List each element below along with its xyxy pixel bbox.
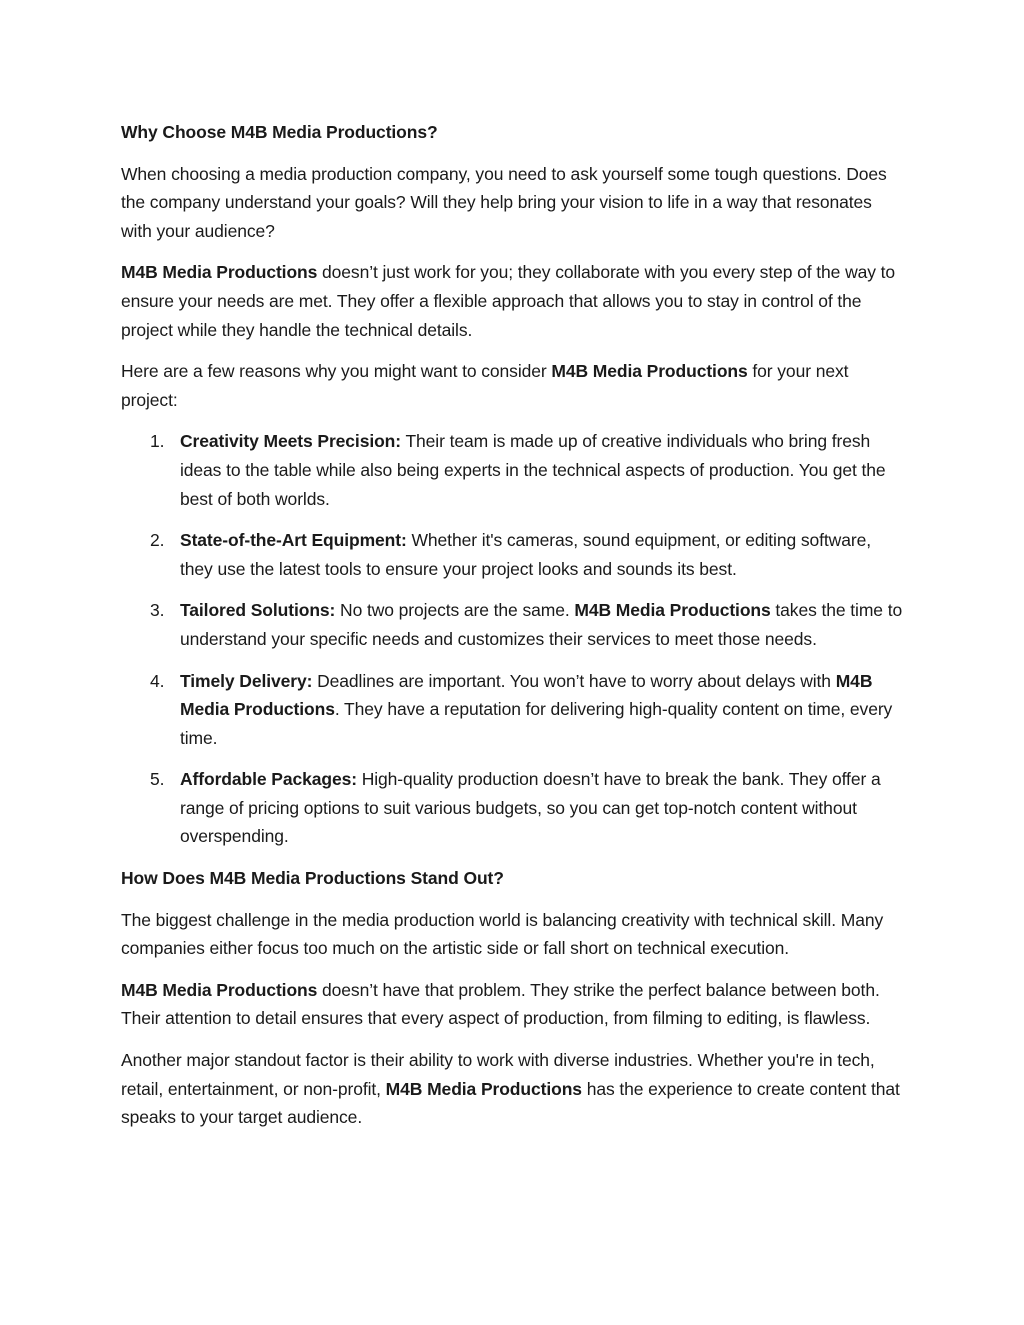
list-number: 5. [150, 769, 165, 790]
list-item [121, 596, 906, 653]
list-item-text: No two projects are the same. [335, 600, 575, 621]
list-item-title: Timely Delivery: [180, 670, 313, 691]
industries-paragraph: Another major standout factor is their ability to work with diverse industries. Whether you're in tech, retail, entertainment, or non-profit, M4B Media Productions has the experience to create content that speaks to your target audience. [121, 1050, 900, 1128]
list-number: 1. [150, 431, 165, 452]
brand-name: M4B Media Productions [385, 1078, 582, 1099]
brand-name: M4B Media Productions [121, 979, 318, 1000]
brand-name: M4B Media Productions [180, 670, 873, 720]
list-item [121, 765, 906, 851]
list-item-text: Their team is made up of creative individuals who bring fresh ideas to the table while also being experts in the technical aspects of production. You get the best of both worlds. [180, 431, 886, 509]
list-item-title: Tailored Solutions: [180, 600, 336, 621]
list-item-title: Affordable Packages: [180, 769, 357, 790]
brand-name: M4B Media Productions [551, 361, 748, 382]
challenge-paragraph: The biggest challenge in the media production world is balancing creativity with technical skill. Many companies either focus too much on the artistic side or fall short on technical execution. [121, 909, 884, 959]
list-item [121, 526, 906, 583]
reasons-list [121, 427, 906, 851]
list-item-title: Creativity Meets Precision: [180, 431, 401, 452]
list-item-text: takes the time to understand your specific needs and customizes their services to meet those needs. [180, 600, 903, 649]
list-item-title: State-of-the-Art Equipment: [180, 530, 407, 551]
list-item-text: . They have a reputation for delivering high-quality content on time, every time. [180, 699, 893, 748]
list-number: 2. [150, 530, 165, 551]
collaboration-paragraph: M4B Media Productions doesn’t just work for you; they collaborate with you every step of the way to ensure your needs are met. They offer a flexible approach that allows you to stay in control of the project while they handle the technical details. [121, 262, 896, 340]
brand-name: M4B Media Productions [574, 600, 771, 621]
list-item-text: Whether it's cameras, sound equipment, or editing software, they use the latest tools to ensure your project looks and sounds its best. [180, 530, 871, 579]
list-item-text: High-quality production doesn’t have to break the bank. They offer a range of pricing options to suit various budgets, so you can get top-notch content without overspending. [180, 769, 881, 847]
list-item [121, 667, 906, 753]
balance-paragraph: M4B Media Productions doesn’t have that problem. They strike the perfect balance between both. Their attention to detail ensures that every aspect of production, from filming to editing, is flawless. [121, 979, 880, 1029]
reasons-intro-paragraph: Here are a few reasons why you might want to consider M4B Media Productions for your next project: [121, 361, 849, 410]
section-heading-why-choose: Why Choose M4B Media Productions? [121, 122, 438, 142]
list-number: 3. [150, 600, 165, 621]
brand-name: M4B Media Productions [121, 262, 318, 283]
list-item-text: Deadlines are important. You won’t have to worry about delays with [312, 670, 836, 691]
section-heading-stand-out: How Does M4B Media Productions Stand Out? [121, 868, 504, 889]
list-item [121, 427, 906, 513]
list-number: 4. [150, 670, 165, 691]
document-page [121, 118, 906, 1145]
intro-paragraph: When choosing a media production company, you need to ask yourself some tough questions. Does the company understand your goals? Will they help bring your vision to life in a way that resonates with your audience? [121, 163, 887, 241]
